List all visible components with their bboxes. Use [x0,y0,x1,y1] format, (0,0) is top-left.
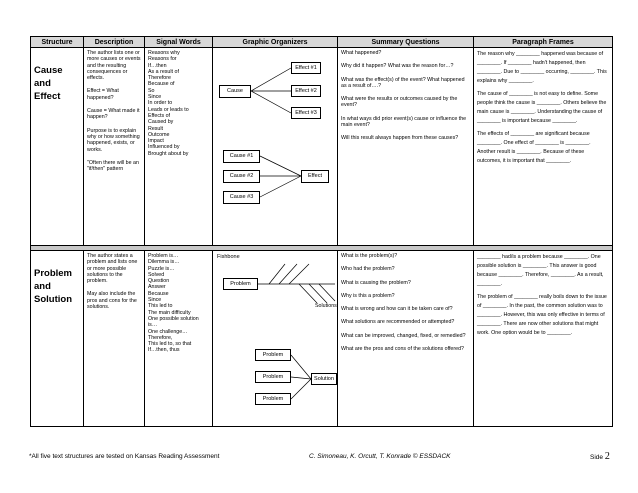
structure-word: Solution [34,294,72,305]
description-cause-effect [84,48,145,246]
header-signal-words: Signal Words [145,37,213,48]
summary-question: What solutions are recommended or attempted? [341,319,455,326]
signal-word: As a result of [148,68,179,75]
header-summary-questions: Summary Questions [338,37,474,48]
header-structure: Structure [31,37,84,48]
summary-question: Why did it happen? What was the reason for…? [341,63,454,70]
cause-effect-connector-lines [213,48,338,246]
signal-word: If…then [148,62,167,69]
signal-word: Brought about by [148,150,189,157]
summary-question: What were the results or outcomes caused by the event? [341,96,458,109]
organizer-cause-effect [213,48,338,246]
signal-word: Answer [148,284,166,291]
signal-word: Influenced by [148,144,180,151]
cause-box: Cause #1 [223,150,260,163]
signal-word: Reasons for [148,56,177,63]
header-graphic-organizers: Graphic Organizers [213,37,338,48]
signal-word: Therefore, [148,334,173,341]
fishbone-label: Fishbone [217,254,240,260]
summary-question: Who had the problem? [341,266,395,273]
signal-word: Impact [148,138,164,145]
structure-word: Effect [34,91,61,102]
effect-box: Effect #3 [291,107,321,119]
paragraph-frame: The effects of ________ are significant because ________. One effect of ________ is ________. Another result is ________. Because of these outcomes, it is important that ________. [477,131,591,164]
problem-box: Problem [255,349,291,361]
structure-word: and [34,78,51,89]
description-text: Purpose is to explain why or how something happened, exists, or works. [87,127,140,153]
slide-number-value: 2 [604,451,610,462]
frames-problem-solution [474,251,612,426]
signal-word: Therefore [148,75,171,82]
summary-question: What are the pros and cons of the solutions offered? [341,346,464,353]
signal-word: So [148,87,155,94]
summary-question: Will this result always happen from these causes? [341,135,459,142]
cause-box: Cause #2 [223,170,260,183]
paragraph-frame: The cause of ________ is not easy to define. Some people think the cause is ________. Others believe the main cause is ________. Understanding the cause of ________ is important because ________. [477,91,607,124]
questions-problem-solution [338,251,474,426]
signal-word: One possible solution is… [148,315,199,329]
signal-word: Leads or leads to [148,106,189,113]
header-paragraph-frames: Paragraph Frames [474,37,612,48]
paragraph-frame: The reason why ________ happened was because of ________. If ________ hadn't happened, then ________. Due to ________ occurring, ________. This explains why ________. [477,51,607,84]
frames-cause-effect [474,48,612,246]
description-text: Effect = What happened? [87,88,119,101]
effect-box: Effect #1 [291,62,321,74]
paragraph-frame: The problem of ________ really boils down to the issue of ________. In the past, the common solution was to ________. However, this was only effective in terms of ________. There are now other solutions that might work. One option would be to ________. [477,294,607,336]
header-description: Description [84,37,145,48]
signal-word: Caused by [148,119,174,126]
summary-question: What was the effect(s) of the event? What happened as a result of….? [341,76,465,89]
structure-problem-solution [31,251,84,426]
signal-words-problem-solution [145,251,213,426]
description-text: Cause = What made it happen? [87,108,140,121]
description-problem-solution [84,251,145,426]
signal-word: Question [148,278,170,285]
organizer-problem-solution [213,251,338,426]
signal-word: Since [148,297,162,304]
signal-word: In order to [148,100,173,107]
problem-box: Problem [223,278,258,290]
signal-word: If…then, thus [148,347,180,354]
signal-words-cause-effect [145,48,213,246]
signal-word: This led to [148,303,173,310]
slide-label: Side [590,454,604,461]
summary-question: What is the problem(s)? [341,253,398,259]
description-text: May also include the pros and cons for the solutions. [87,291,137,311]
footer-note: *All five text structures are tested on Kansas Reading Assessment [29,453,220,460]
signal-word: Because of [148,81,175,88]
description-text: The author lists one or more causes or events and the resulting consequences or effects. [87,50,141,82]
summary-question: What happened? [341,50,382,56]
questions-cause-effect [338,48,474,246]
effect-box: Effect #2 [291,85,321,97]
signal-word: Solved [148,271,165,278]
signal-word: Puzzle is… [148,265,175,272]
problem-box: Problem [255,393,291,405]
paragraph-frame: ________ had/is a problem because ________. One possible solution is ________. This answer is good because ________. Therefore, ________. As a result, ________. [477,254,604,287]
signal-word: Effects of [148,112,170,119]
signal-word: Dilemma is… [148,259,180,266]
text-structures-table [30,36,613,427]
footer-credit: C. Simoneau, K. Orcutt, T. Konrade © ESSDACK [309,453,451,460]
signal-word: Result [148,125,164,132]
cause-box: Cause [219,85,251,98]
summary-question: What can be improved, changed, fixed, or remedied? [341,332,466,339]
cause-box: Cause #3 [223,191,260,204]
effect-box: Effect [301,170,329,183]
summary-question: What is wrong and how can it be taken care of? [341,306,453,313]
structure-word: Problem [34,268,73,279]
slide-number [590,451,610,462]
signal-word: This led to, so that [148,341,192,348]
structure-cause-effect [31,48,84,246]
problem-box: Problem [255,371,291,383]
summary-question: What is causing the problem? [341,279,411,286]
structure-word: and [34,281,51,292]
summary-question: In what ways did prior event(s) cause or influence the main event? [341,115,467,129]
signal-word: The main difficulty [148,309,191,316]
description-text: "Often there will be an "if/then" pattern [87,159,139,173]
solution-box: Solution [311,373,337,385]
solutions-label: Solutions [315,303,337,309]
signal-word: Since [148,94,162,101]
description-text: The author states a problem and lists one or more possible solutions to the problem. [87,253,138,285]
signal-word: One challenge… [148,328,188,335]
structure-word: Cause [34,65,63,76]
signal-word: Because [148,290,169,297]
signal-word: Reasons why [148,50,180,56]
summary-question: Why is this a problem? [341,292,395,299]
signal-word: Problem is… [148,253,179,259]
signal-word: Outcome [148,131,170,138]
